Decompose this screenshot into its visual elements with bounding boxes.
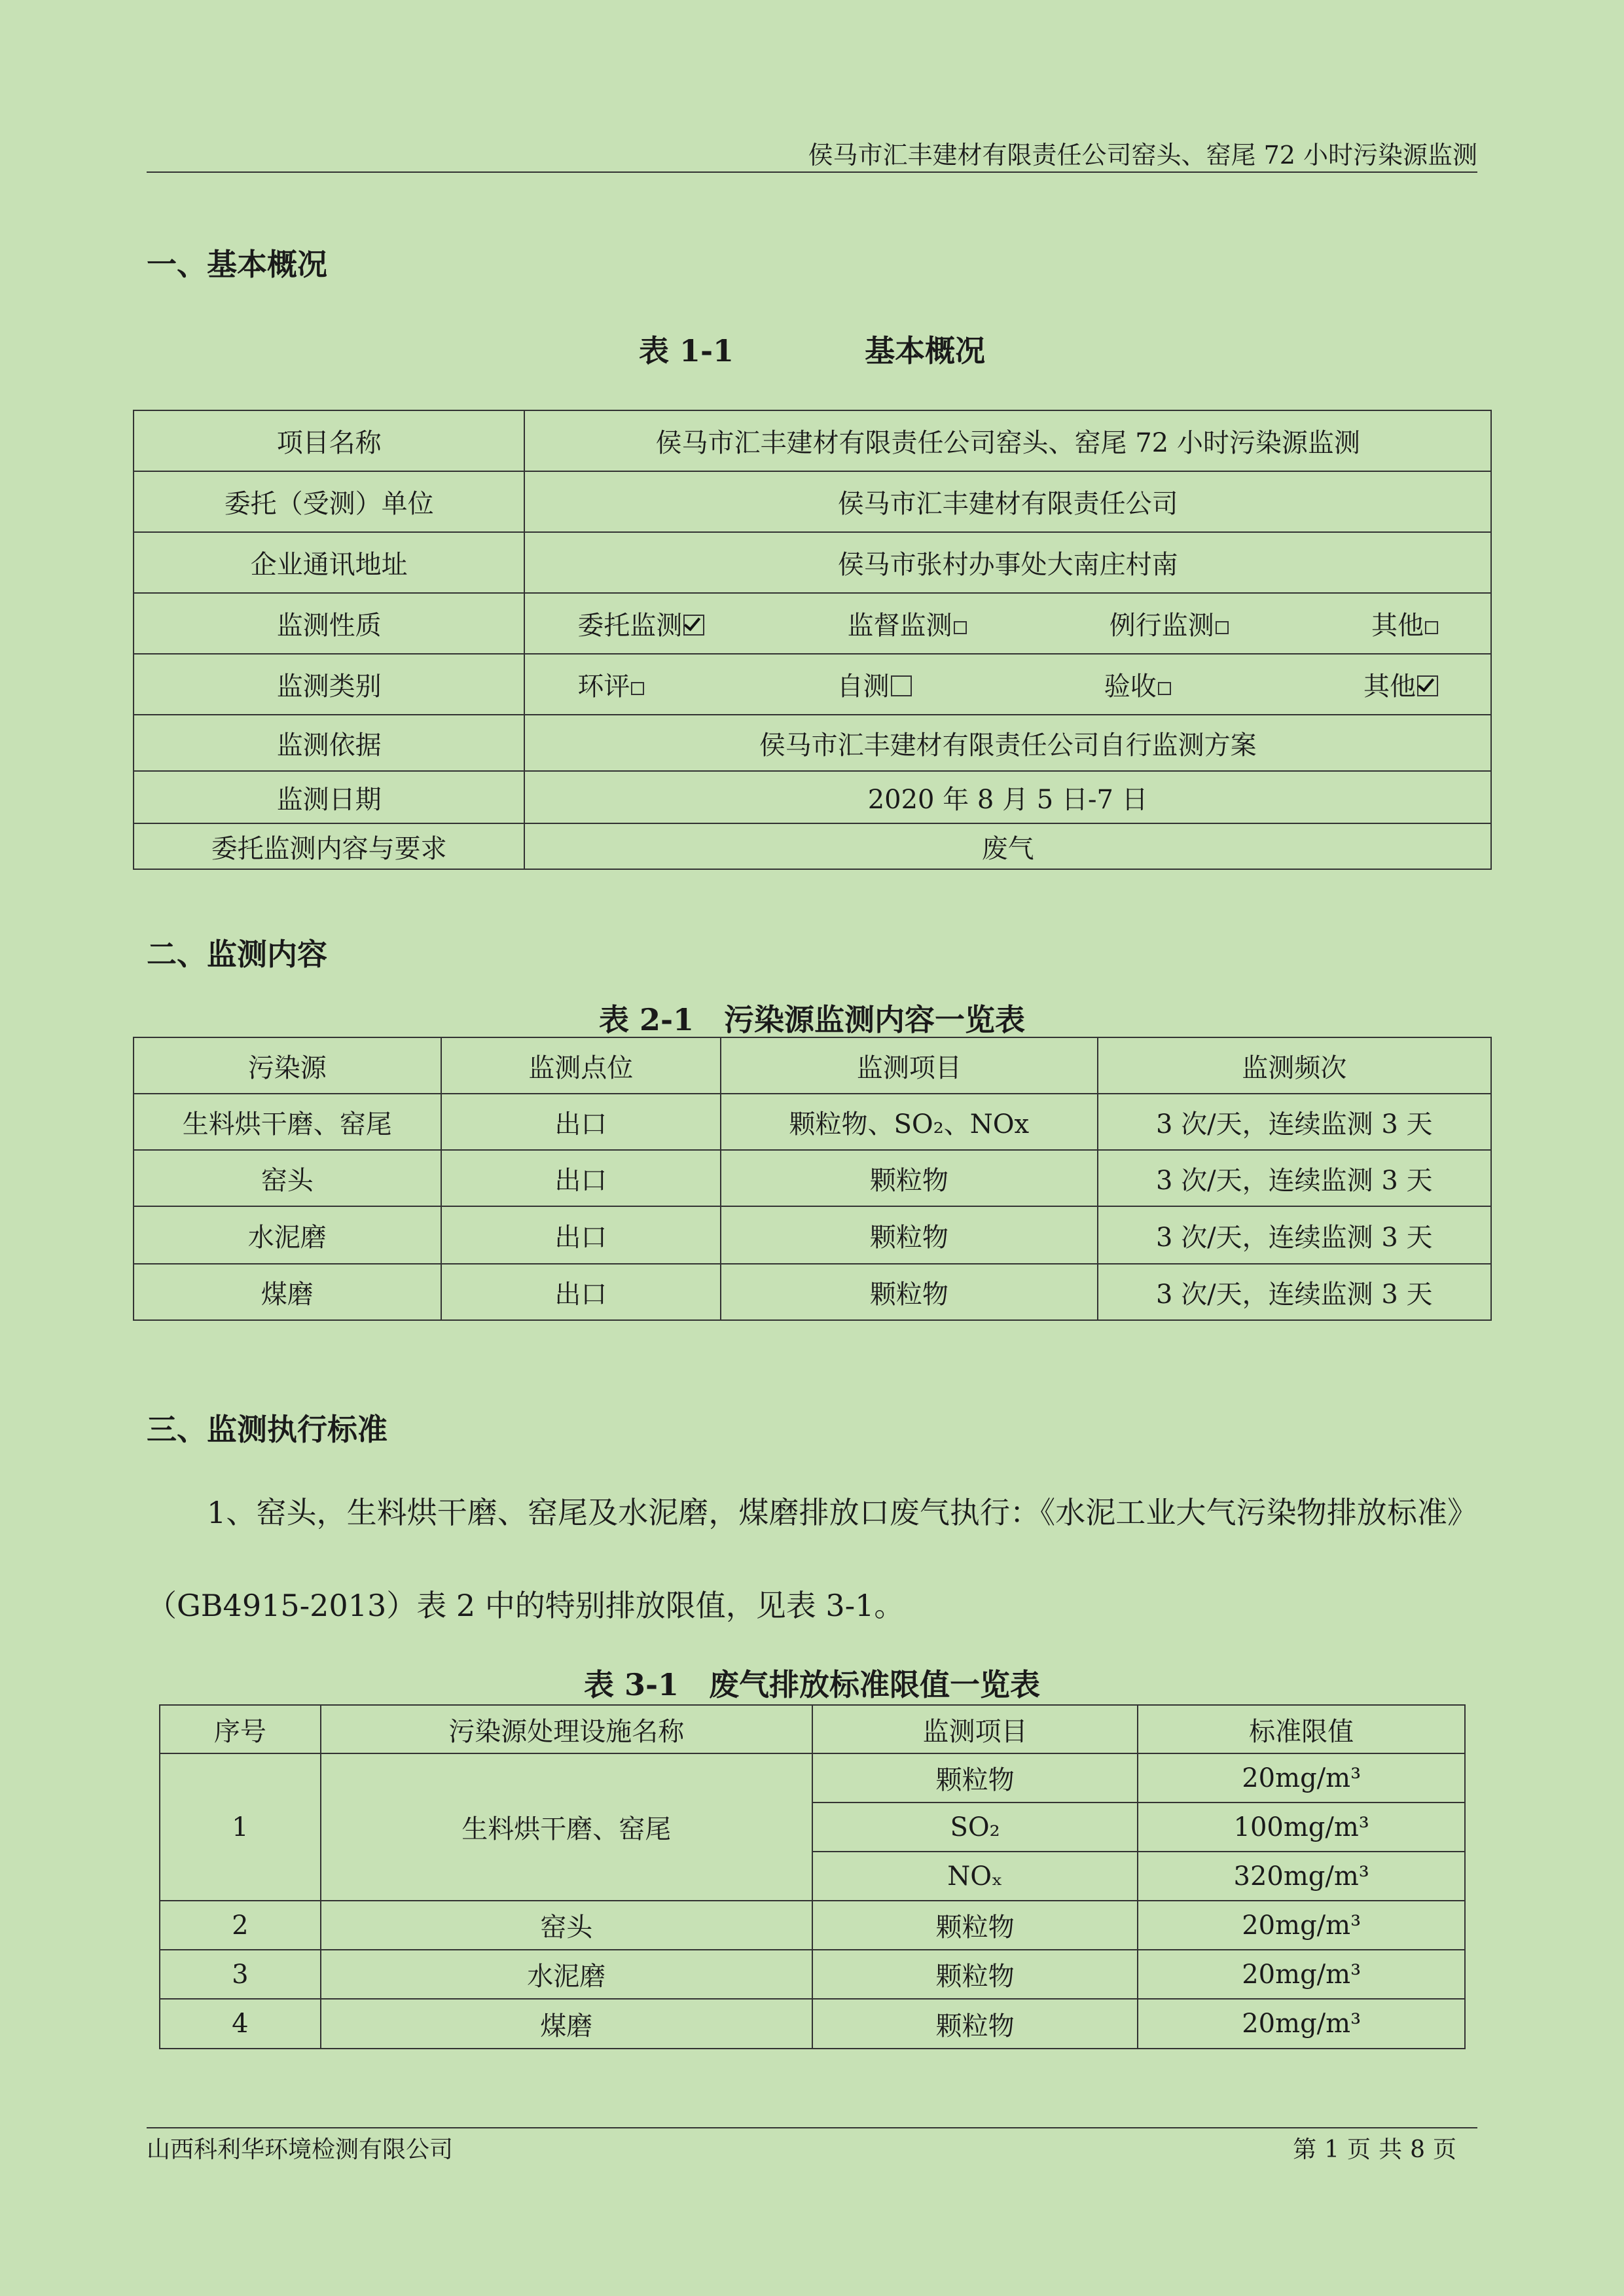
table-cell: 生料烘干磨、窑尾: [134, 1094, 441, 1150]
section3-heading: 三、监测执行标准: [147, 1412, 388, 1447]
table-cell: 3 次/天，连续监测 3 天: [1098, 1094, 1491, 1150]
table-row: [160, 1753, 1465, 1803]
table-cell: 100mg/m³: [1138, 1803, 1465, 1852]
table-cell: 颗粒物: [812, 1999, 1138, 2049]
checkbox-icon[interactable]: [1425, 621, 1438, 634]
header-title: 侯马市汇丰建材有限责任公司窑头、窑尾 72 小时污染源监测: [808, 141, 1477, 170]
table-cell: 煤磨: [134, 1264, 441, 1320]
emission-limits-table: [159, 1704, 1466, 2049]
table-cell: 颗粒物: [721, 1150, 1097, 1206]
table-cell: NOₓ: [812, 1852, 1138, 1901]
table-cell: 2: [160, 1901, 321, 1950]
column-header: 污染源: [134, 1037, 441, 1094]
table-cell: 20mg/m³: [1138, 1901, 1465, 1950]
table-row: [160, 1950, 1465, 1999]
table-cell: 颗粒物: [721, 1264, 1097, 1320]
table-cell: 3 次/天，连续监测 3 天: [1098, 1264, 1491, 1320]
table-cell: SO₂: [812, 1803, 1138, 1852]
table-cell: 出口: [441, 1150, 721, 1206]
checkbox-icon[interactable]: [1216, 621, 1229, 634]
nature-option: 监督监测: [848, 605, 967, 642]
table1-caption-no: 表 1-1: [638, 333, 734, 368]
column-header: 标准限值: [1138, 1705, 1465, 1753]
table-row: [134, 1150, 1491, 1206]
checkbox-icon[interactable]: [683, 615, 704, 636]
table-header-row: [134, 1037, 1491, 1094]
project-name-label: 项目名称: [134, 410, 524, 471]
table-header-row: [160, 1705, 1465, 1753]
table-row: [134, 471, 1491, 532]
monitoring-content-table: [133, 1037, 1492, 1321]
table-row: [134, 823, 1491, 869]
project-name-value: 侯马市汇丰建材有限责任公司窑头、窑尾 72 小时污染源监测: [524, 410, 1491, 471]
footer-rule: [147, 2127, 1477, 2128]
table-row: [134, 1206, 1491, 1264]
content-label: 委托监测内容与要求: [134, 823, 524, 869]
column-header: 监测频次: [1098, 1037, 1491, 1094]
table-row: [160, 1901, 1465, 1950]
table-cell: 20mg/m³: [1138, 1999, 1465, 2049]
nature-option: 委托监测: [577, 605, 704, 642]
footer-company: 山西科利华环境检测有限公司: [147, 2136, 454, 2163]
column-header: 污染源处理设施名称: [321, 1705, 812, 1753]
category-option: 验收: [1104, 666, 1171, 703]
section2-heading: 二、监测内容: [147, 937, 327, 972]
table-cell: 窑头: [134, 1150, 441, 1206]
category-option: 自测: [837, 666, 912, 703]
table-cell: 3 次/天，连续监测 3 天: [1098, 1206, 1491, 1264]
nature-options: [524, 593, 1491, 654]
column-header: 监测点位: [441, 1037, 721, 1094]
column-header: 序号: [160, 1705, 321, 1753]
table-cell: 20mg/m³: [1138, 1753, 1465, 1803]
table-row: [134, 654, 1491, 715]
table-cell: 水泥磨: [134, 1206, 441, 1264]
nature-option: 例行监测: [1110, 605, 1229, 642]
address-value: 侯马市张村办事处大南庄村南: [524, 532, 1491, 593]
table-row: [134, 593, 1491, 654]
table-cell: 320mg/m³: [1138, 1852, 1465, 1901]
basis-label: 监测依据: [134, 715, 524, 771]
column-header: 监测项目: [721, 1037, 1097, 1094]
table-cell: 1: [160, 1753, 321, 1901]
checkbox-icon[interactable]: [954, 621, 967, 634]
category-label: 监测类别: [134, 654, 524, 715]
basic-info-table: [133, 410, 1492, 870]
table-cell: 颗粒物: [812, 1901, 1138, 1950]
checkbox-icon[interactable]: [891, 675, 912, 696]
table-cell: 3: [160, 1950, 321, 1999]
basis-value: 侯马市汇丰建材有限责任公司自行监测方案: [524, 715, 1491, 771]
category-options: [524, 654, 1491, 715]
table3-caption: 表 3-1 废气排放标准限值一览表: [583, 1667, 1041, 1702]
content-value: 废气: [524, 823, 1491, 869]
category-option: 环评: [577, 666, 644, 703]
category-option: 其他: [1363, 666, 1438, 703]
standard-paragraph: 1、窑头，生料烘干磨、窑尾及水泥磨，煤磨排放口废气执行：《水泥工业大气污染物排放标准》（GB4915-2013）表 2 中的特别排放限值，见表 3-1。: [147, 1495, 1477, 1623]
section1-heading: 一、基本概况: [147, 247, 327, 282]
checkbox-icon[interactable]: [1158, 682, 1171, 695]
table-cell: 出口: [441, 1264, 721, 1320]
table-cell: 20mg/m³: [1138, 1950, 1465, 1999]
table-row: [160, 1999, 1465, 2049]
checkbox-icon[interactable]: [1417, 675, 1438, 696]
table-cell: 3 次/天，连续监测 3 天: [1098, 1150, 1491, 1206]
table2-caption: 表 2-1 污染源监测内容一览表: [598, 1002, 1026, 1037]
table1-caption: [0, 327, 1624, 370]
table-cell: 4: [160, 1999, 321, 2049]
table-row: [134, 1094, 1491, 1150]
table-cell: 生料烘干磨、窑尾: [321, 1753, 812, 1901]
table-cell: 窑头: [321, 1901, 812, 1950]
header-rule: [147, 171, 1477, 173]
table-cell: 颗粒物: [812, 1950, 1138, 1999]
column-header: 监测项目: [812, 1705, 1138, 1753]
date-value: 2020 年 8 月 5 日-7 日: [524, 771, 1491, 823]
table-row: [134, 532, 1491, 593]
table-cell: 颗粒物: [721, 1206, 1097, 1264]
footer-page-number: 第 1 页 共 8 页: [1293, 2136, 1456, 2163]
table-cell: 出口: [441, 1206, 721, 1264]
table-row: [134, 715, 1491, 771]
address-label: 企业通讯地址: [134, 532, 524, 593]
checkbox-icon[interactable]: [631, 682, 644, 695]
table-row: [134, 410, 1491, 471]
nature-label: 监测性质: [134, 593, 524, 654]
table-cell: 出口: [441, 1094, 721, 1150]
table-cell: 煤磨: [321, 1999, 812, 2049]
table-row: [134, 1264, 1491, 1320]
client-value: 侯马市汇丰建材有限责任公司: [524, 471, 1491, 532]
table-row: [134, 771, 1491, 823]
date-label: 监测日期: [134, 771, 524, 823]
client-label: 委托（受测）单位: [134, 471, 524, 532]
table-cell: 水泥磨: [321, 1950, 812, 1999]
table-cell: 颗粒物: [812, 1753, 1138, 1803]
nature-option: 其他: [1371, 605, 1438, 642]
table1-caption-title: 基本概况: [865, 333, 986, 368]
table-cell: 颗粒物、SO₂、NOx: [721, 1094, 1097, 1150]
